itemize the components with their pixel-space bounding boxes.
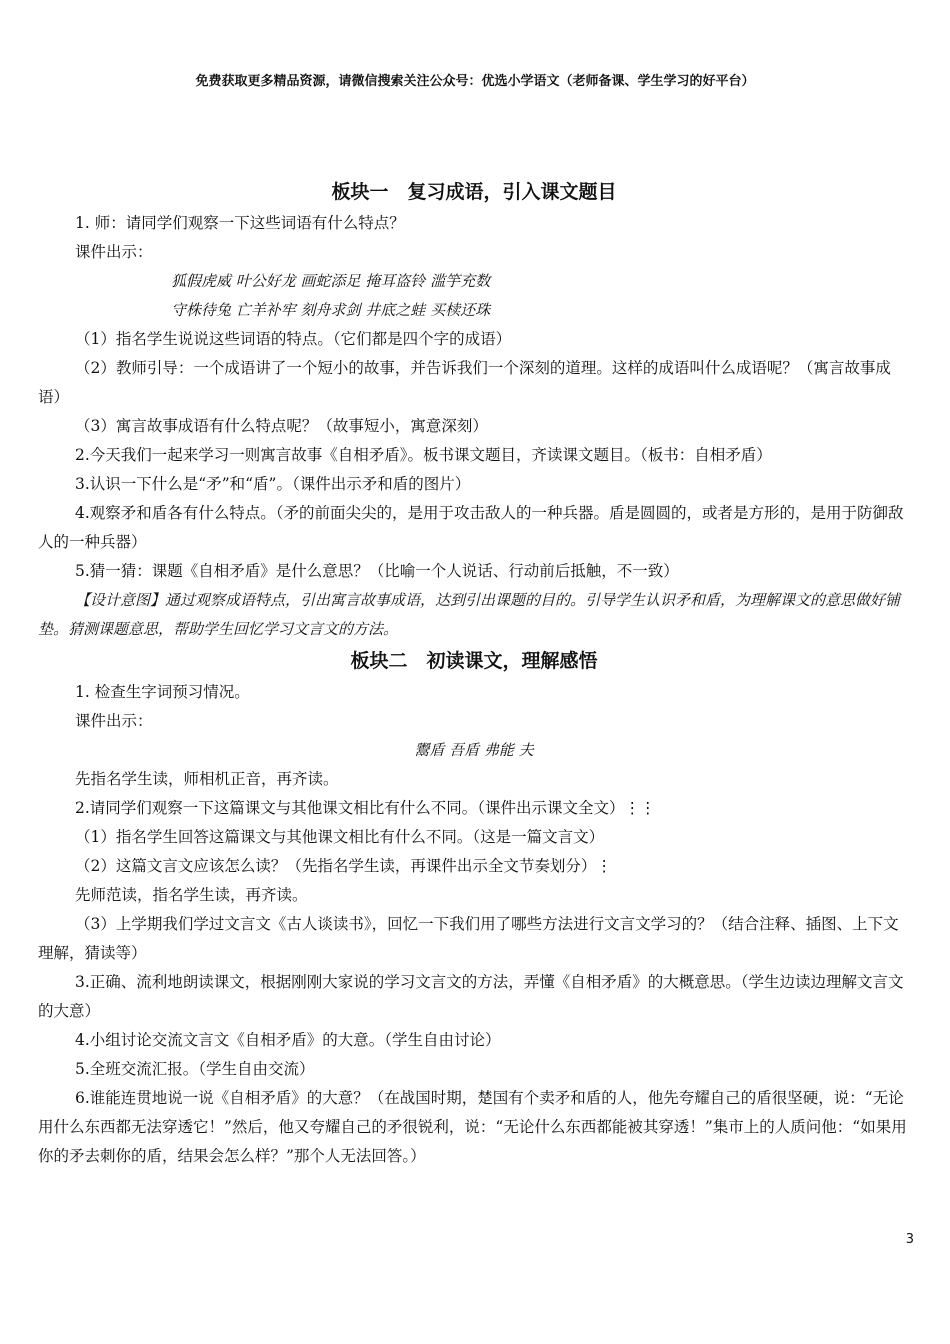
paragraph: 6.谁能连贯地说一说《自相矛盾》的大意？（在战国时期，楚国有个卖矛和盾的人，他先夸耀自己的盾很坚硬，说：“无论用什么东西都无法穿透它！”然后，他又夸耀自己的矛很锐利，说：“无论什么东西都能被其穿透！”集市上的人质问他：“如果用你的矛去刺你的盾，结果会怎么样？”那个人无法回答。） xyxy=(38,1089,907,1165)
paragraph: （3）寓言故事成语有什么特点呢？（故事短小，寓意深刻） xyxy=(75,417,488,435)
paragraph: 1. 师：请同学们观察一下这些词语有什么特点？ xyxy=(75,214,405,232)
paragraph: 5.全班交流汇报。（学生自由交流） xyxy=(75,1060,315,1078)
paragraph: （2）这篇文言文应该怎么读？（先指名学生读，再课件出示全文节奏划分）⋮ xyxy=(75,857,612,875)
paragraph: 1. 检查生字词预习情况。 xyxy=(75,683,250,701)
paragraph: 课件出示： xyxy=(75,243,153,261)
paragraph: 3.认识一下什么是“矛”和“盾”。（课件出示矛和盾的图片） xyxy=(75,475,471,493)
paragraph: 5.猜一猜：课题《自相矛盾》是什么意思？（比喻一个人说话、行动前后抵触，不一致） xyxy=(75,562,679,580)
paragraph: （1）指名学生回答这篇课文与其他课文相比有什么不同。（这是一篇文言文） xyxy=(75,828,605,846)
idiom-list-1: 狐假虎威 叶公好龙 画蛇添足 掩耳盗铃 滥竽充数 xyxy=(171,272,491,290)
lesson-content xyxy=(38,175,910,1171)
paragraph: 先师范读，指名学生读，再齐读。 xyxy=(75,886,308,904)
paragraph: （1）指名学生说说这些词语的特点。（它们都是四个字的成语） xyxy=(75,330,512,348)
paragraph: 课件出示： xyxy=(75,712,153,730)
paragraph: 4.小组讨论交流文言文《自相矛盾》的大意。（学生自由讨论） xyxy=(75,1031,501,1049)
paragraph: 2.请同学们观察一下这篇课文与其他课文相比有什么不同。（课件出示课文全文）⋮⋮ xyxy=(75,799,656,817)
paragraph-wrapped: （2）教师引导：一个成语讲了一个短小的故事，并告诉我们一个深刻的道理。这样的成语叫什么成语呢？（寓言故事成语） xyxy=(38,359,891,406)
paragraph: （3）上学期我们学过文言文《古人谈读书》，回忆一下我们用了哪些方法进行文言文学习的？（结合注释、插图、上下文理解，猜读等） xyxy=(38,915,899,962)
paragraph: 3.正确、流利地朗读课文，根据刚刚大家说的学习文言文的方法，弄懂《自相矛盾》的大概意思。（学生边读边理解文言文的大意） xyxy=(38,973,904,1020)
idiom-list-2: 守株待兔 亡羊补牢 刻舟求剑 井底之蛙 买椟还珠 xyxy=(171,301,491,319)
paragraph: 2.今天我们一起来学习一则寓言故事《自相矛盾》。板书课文题目，齐读课文题目。（板书：自相矛盾） xyxy=(75,446,772,464)
section-2-title: 板块二 初读课文，理解感悟 xyxy=(350,650,598,672)
promo-banner: 免费获取更多精品资源，请微信搜索关注公众号：优选小学语文（老师备课、学生学习的好平台） xyxy=(195,74,755,89)
section-1-title: 板块一 复习成语，引入课文题目 xyxy=(331,181,617,203)
page-number: 3 xyxy=(905,1232,914,1247)
design-intent: 【设计意图】通过观察成语特点，引出寓言故事成语，达到引出课题的目的。引导学生认识矛和盾，为理解课文的意思做好铺垫。猜测课题意思，帮助学生回忆学习文言文的方法。 xyxy=(38,591,901,638)
paragraph: 4.观察矛和盾各有什么特点。（矛的前面尖尖的，是用于攻击敌人的一种兵器。盾是圆圆的，或者是方形的，是用于防御敌人的一种兵器） xyxy=(38,504,904,551)
paragraph: 先指名学生读，师相机正音，再齐读。 xyxy=(75,770,339,788)
vocab-list: 鬻盾 吾盾 弗能 夫 xyxy=(414,741,534,759)
